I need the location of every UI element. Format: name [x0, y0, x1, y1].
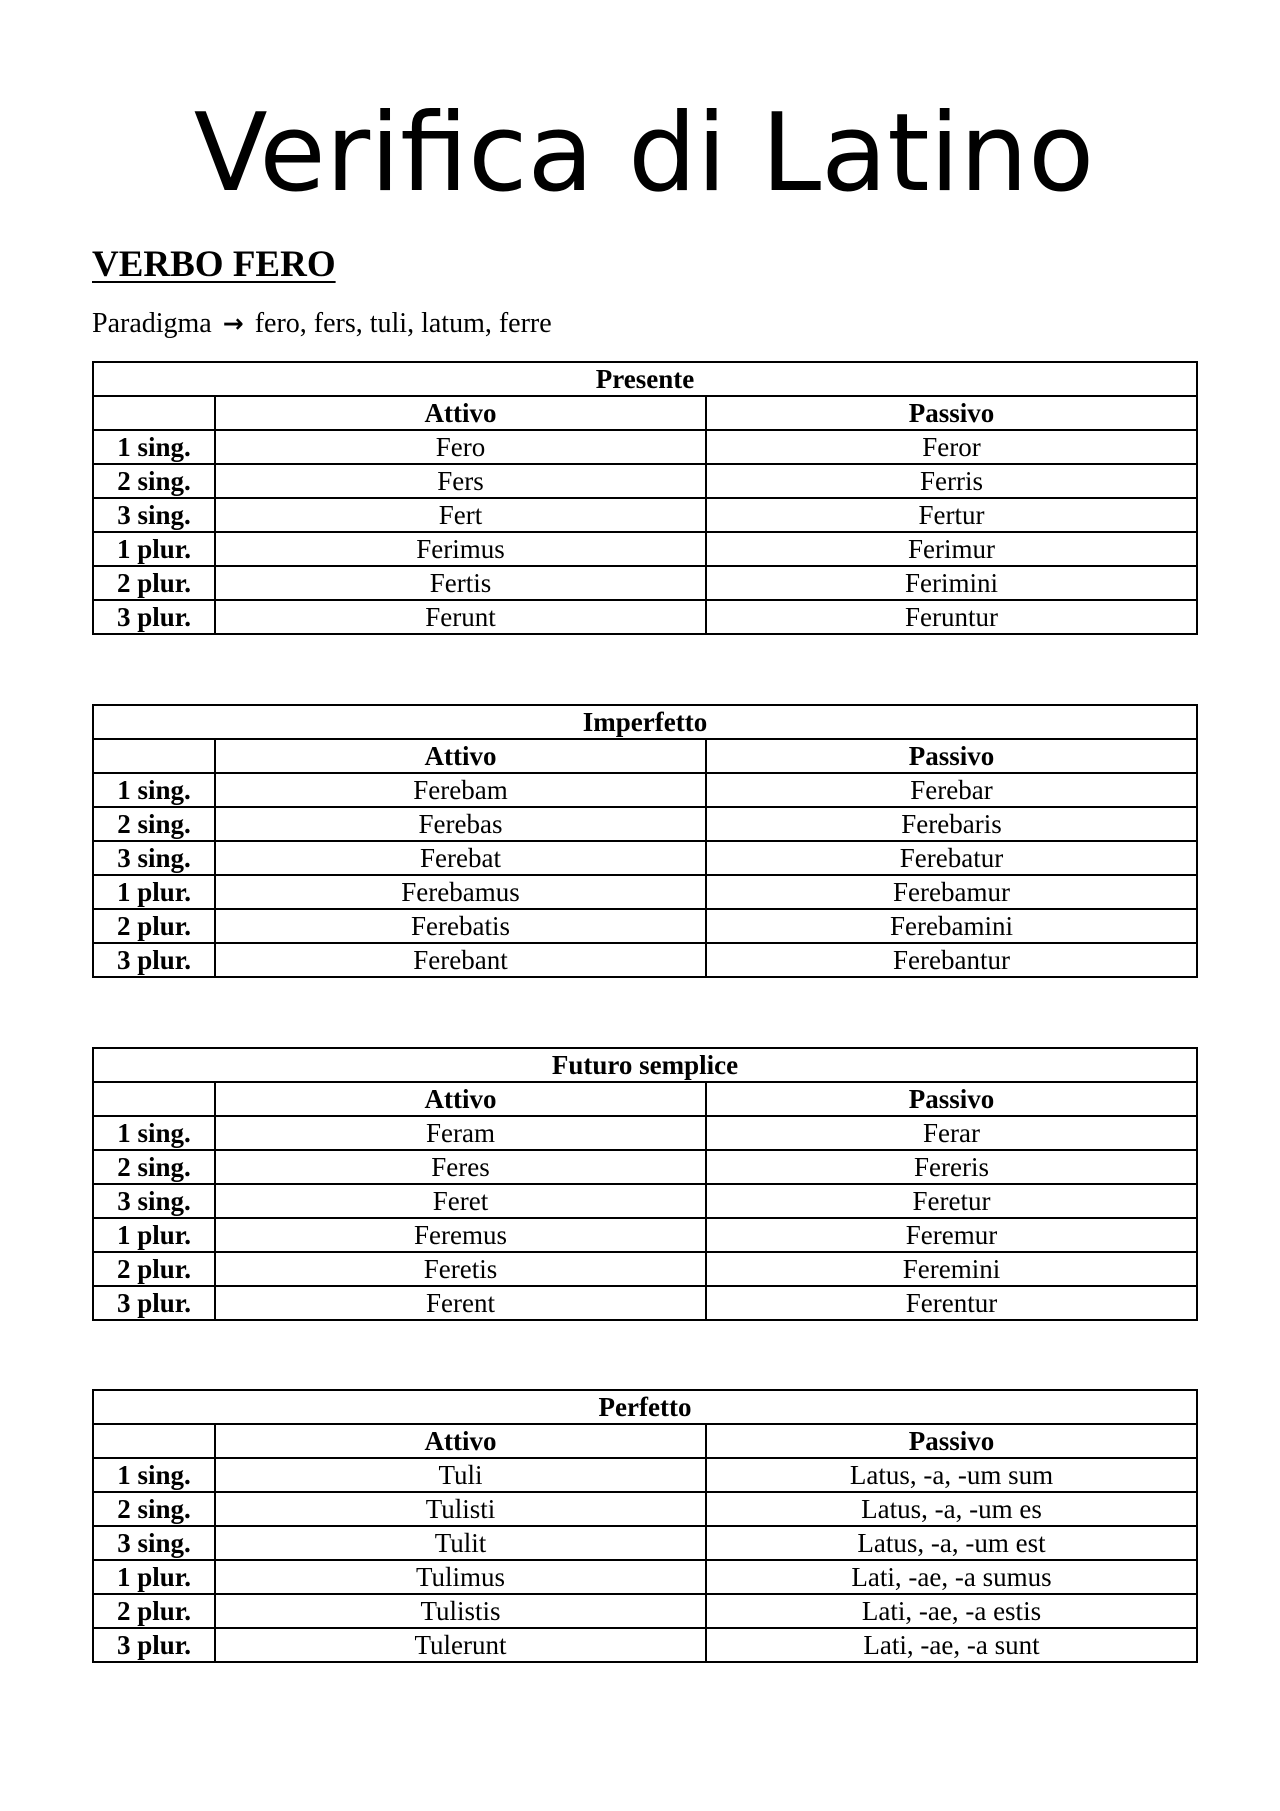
table-row [93, 430, 1197, 464]
active-form-cell: Tulistis [215, 1594, 706, 1628]
table-row [93, 464, 1197, 498]
person-cell: 1 sing. [93, 430, 215, 464]
table-row [93, 1252, 1197, 1286]
table-row [93, 807, 1197, 841]
passive-form-cell: Ferebamur [706, 875, 1197, 909]
column-header-active: Attivo [215, 1424, 706, 1458]
active-form-cell: Ferent [215, 1286, 706, 1320]
section-heading: VERBO FERO [92, 244, 336, 285]
column-header-active: Attivo [215, 396, 706, 430]
table-header-row [93, 739, 1197, 773]
passive-form-cell: Lati, -ae, -a sunt [706, 1628, 1197, 1662]
active-form-cell: Tulimus [215, 1560, 706, 1594]
active-form-cell: Feret [215, 1184, 706, 1218]
person-cell: 1 sing. [93, 1116, 215, 1150]
column-header-passive: Passivo [706, 739, 1197, 773]
tense-title: Perfetto [93, 1390, 1197, 1424]
passive-form-cell: Ferimini [706, 566, 1197, 600]
active-form-cell: Ferebant [215, 943, 706, 977]
person-cell: 3 plur. [93, 1286, 215, 1320]
person-cell: 3 plur. [93, 600, 215, 634]
table-row [93, 600, 1197, 634]
active-form-cell: Fero [215, 430, 706, 464]
passive-form-cell: Feretur [706, 1184, 1197, 1218]
active-form-cell: Tulisti [215, 1492, 706, 1526]
active-form-cell: Feremus [215, 1218, 706, 1252]
empty-header-cell [93, 739, 215, 773]
empty-header-cell [93, 1082, 215, 1116]
person-cell: 2 plur. [93, 1252, 215, 1286]
person-cell: 2 plur. [93, 909, 215, 943]
person-cell: 1 plur. [93, 532, 215, 566]
table-title-row [93, 362, 1197, 396]
table-header-row [93, 1082, 1197, 1116]
table-row [93, 566, 1197, 600]
person-cell: 3 plur. [93, 1628, 215, 1662]
conjugation-table [92, 704, 1198, 978]
table-row [93, 532, 1197, 566]
conjugation-table [92, 1389, 1198, 1663]
active-form-cell: Ferebas [215, 807, 706, 841]
table-title-row [93, 1048, 1197, 1082]
passive-form-cell: Latus, -a, -um sum [706, 1458, 1197, 1492]
passive-form-cell: Feremini [706, 1252, 1197, 1286]
person-cell: 1 plur. [93, 1560, 215, 1594]
page-title: Verifica di Latino [193, 91, 1095, 216]
table-title-row [93, 1390, 1197, 1424]
table-header-row [93, 1424, 1197, 1458]
paradigm-forms: fero, fers, tuli, latum, ferre [254, 308, 552, 339]
table-row [93, 1458, 1197, 1492]
column-header-active: Attivo [215, 1082, 706, 1116]
empty-header-cell [93, 396, 215, 430]
person-cell: 1 sing. [93, 1458, 215, 1492]
column-header-passive: Passivo [706, 1082, 1197, 1116]
arrow-right-icon: → [222, 309, 244, 338]
active-form-cell: Feres [215, 1150, 706, 1184]
tense-title: Presente [93, 362, 1197, 396]
passive-form-cell: Ferebamini [706, 909, 1197, 943]
passive-form-cell: Latus, -a, -um es [706, 1492, 1197, 1526]
active-form-cell: Fert [215, 498, 706, 532]
active-form-cell: Tulit [215, 1526, 706, 1560]
table-row [93, 909, 1197, 943]
person-cell: 2 sing. [93, 1492, 215, 1526]
person-cell: 2 sing. [93, 464, 215, 498]
passive-form-cell: Lati, -ae, -a sumus [706, 1560, 1197, 1594]
active-form-cell: Tuli [215, 1458, 706, 1492]
empty-header-cell [93, 1424, 215, 1458]
table-row [93, 1184, 1197, 1218]
active-form-cell: Ferunt [215, 600, 706, 634]
passive-form-cell: Ferebatur [706, 841, 1197, 875]
table-row [93, 841, 1197, 875]
person-cell: 2 plur. [93, 566, 215, 600]
active-form-cell: Ferimus [215, 532, 706, 566]
person-cell: 1 plur. [93, 875, 215, 909]
column-header-passive: Passivo [706, 396, 1197, 430]
person-cell: 3 sing. [93, 1184, 215, 1218]
table-row [93, 1150, 1197, 1184]
active-form-cell: Fers [215, 464, 706, 498]
table-row [93, 1594, 1197, 1628]
passive-form-cell: Ferris [706, 464, 1197, 498]
table-row [93, 1492, 1197, 1526]
person-cell: 3 sing. [93, 498, 215, 532]
table-row [93, 1526, 1197, 1560]
table-row [93, 498, 1197, 532]
table-row [93, 1218, 1197, 1252]
active-form-cell: Feretis [215, 1252, 706, 1286]
person-cell: 1 sing. [93, 773, 215, 807]
passive-form-cell: Fereris [706, 1150, 1197, 1184]
paradigm-line [92, 306, 552, 342]
active-form-cell: Tulerunt [215, 1628, 706, 1662]
person-cell: 3 plur. [93, 943, 215, 977]
person-cell: 3 sing. [93, 1526, 215, 1560]
passive-form-cell: Ferimur [706, 532, 1197, 566]
passive-form-cell: Feruntur [706, 600, 1197, 634]
passive-form-cell: Ferebantur [706, 943, 1197, 977]
passive-form-cell: Ferar [706, 1116, 1197, 1150]
conjugation-table [92, 1047, 1198, 1321]
column-header-passive: Passivo [706, 1424, 1197, 1458]
tense-title: Imperfetto [93, 705, 1197, 739]
conjugation-table [92, 361, 1198, 635]
table-row [93, 1116, 1197, 1150]
active-form-cell: Ferebam [215, 773, 706, 807]
active-form-cell: Feram [215, 1116, 706, 1150]
tense-title: Futuro semplice [93, 1048, 1197, 1082]
person-cell: 2 plur. [93, 1594, 215, 1628]
passive-form-cell: Fertur [706, 498, 1197, 532]
passive-form-cell: Ferentur [706, 1286, 1197, 1320]
passive-form-cell: Lati, -ae, -a estis [706, 1594, 1197, 1628]
passive-form-cell: Ferebar [706, 773, 1197, 807]
table-header-row [93, 396, 1197, 430]
active-form-cell: Fertis [215, 566, 706, 600]
person-cell: 2 sing. [93, 807, 215, 841]
table-row [93, 1628, 1197, 1662]
table-row [93, 1286, 1197, 1320]
person-cell: 1 plur. [93, 1218, 215, 1252]
passive-form-cell: Ferebaris [706, 807, 1197, 841]
table-row [93, 875, 1197, 909]
table-row [93, 943, 1197, 977]
table-row [93, 773, 1197, 807]
active-form-cell: Ferebamus [215, 875, 706, 909]
passive-form-cell: Feremur [706, 1218, 1197, 1252]
person-cell: 3 sing. [93, 841, 215, 875]
passive-form-cell: Feror [706, 430, 1197, 464]
table-row [93, 1560, 1197, 1594]
passive-form-cell: Latus, -a, -um est [706, 1526, 1197, 1560]
active-form-cell: Ferebat [215, 841, 706, 875]
column-header-active: Attivo [215, 739, 706, 773]
table-title-row [93, 705, 1197, 739]
person-cell: 2 sing. [93, 1150, 215, 1184]
active-form-cell: Ferebatis [215, 909, 706, 943]
paradigm-label: Paradigma [92, 308, 212, 339]
